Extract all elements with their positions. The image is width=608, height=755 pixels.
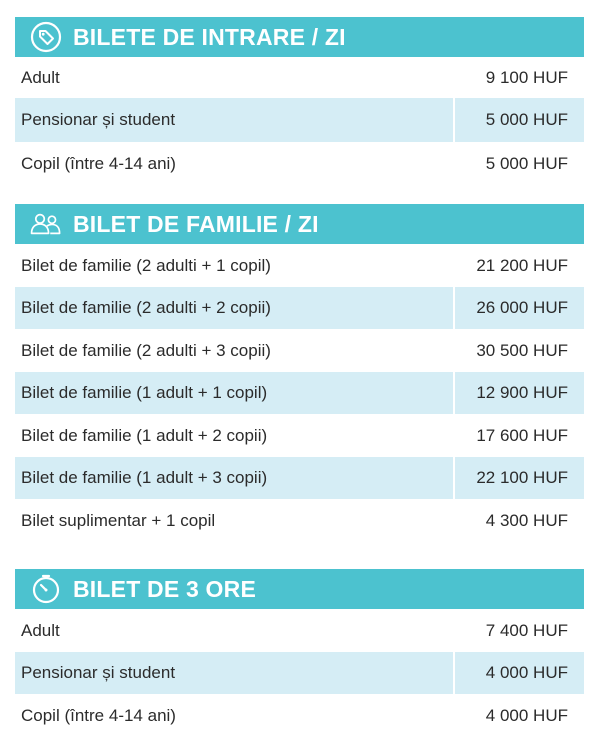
ticket-label: Pensionar și student xyxy=(21,663,176,682)
table-row xyxy=(15,372,584,414)
ticket-label: Copil (între 4-14 ani) xyxy=(21,153,176,173)
ticket-price: 26 000 HUF xyxy=(453,287,584,329)
table-row xyxy=(15,609,584,652)
table-row xyxy=(15,57,584,98)
ticket-price: 21 200 HUF xyxy=(476,255,568,275)
section-family-tickets xyxy=(15,204,584,542)
ticket-label: Bilet de familie (2 adulti + 1 copil) xyxy=(21,255,271,275)
section-title: BILET DE FAMILIE / ZI xyxy=(73,210,319,237)
ticket-label: Bilet de familie (1 adult + 1 copil) xyxy=(21,383,268,402)
table-row xyxy=(15,694,584,738)
ticket-price: 4 300 HUF xyxy=(485,510,568,530)
ticket-price: 22 100 HUF xyxy=(453,457,584,499)
ticket-label: Bilet de familie (2 adulti + 3 copii) xyxy=(21,340,271,360)
section-header xyxy=(15,204,584,244)
ticket-label: Adult xyxy=(21,620,60,640)
table-row xyxy=(15,287,584,329)
table-row xyxy=(15,142,584,185)
table-row xyxy=(15,244,584,287)
section-header xyxy=(15,17,584,57)
ticket-price: 5 000 HUF xyxy=(453,98,584,142)
section-title: BILETE DE INTRARE / ZI xyxy=(73,23,346,50)
ticket-label: Bilet de familie (2 adulti + 2 copii) xyxy=(21,298,271,317)
ticket-label: Bilet de familie (1 adult + 3 copii) xyxy=(21,468,268,487)
section-title: BILET DE 3 ORE xyxy=(73,575,256,602)
ticket-label: Copil (între 4-14 ani) xyxy=(21,706,176,725)
table-row xyxy=(15,98,584,142)
ticket-price: 4 000 HUF xyxy=(485,706,568,725)
ticket-label: Adult xyxy=(21,67,60,87)
ticket-price: 5 000 HUF xyxy=(485,153,568,173)
stopwatch-icon xyxy=(29,572,63,606)
table-row xyxy=(15,457,584,499)
ticket-label: Bilet suplimentar + 1 copil xyxy=(21,510,216,530)
table-row xyxy=(15,329,584,372)
ticket-price: 17 600 HUF xyxy=(476,425,568,445)
ticket-label: Bilet de familie (1 adult + 2 copii) xyxy=(21,425,268,445)
section-daily-tickets xyxy=(15,17,584,185)
family-icon xyxy=(29,207,63,241)
table-row xyxy=(15,652,584,694)
ticket-price: 30 500 HUF xyxy=(476,340,568,360)
price-tag-icon xyxy=(29,20,63,54)
section-header xyxy=(15,569,584,609)
ticket-label: Pensionar și student xyxy=(21,110,176,129)
ticket-price: 9 100 HUF xyxy=(485,67,568,87)
table-row xyxy=(15,499,584,542)
ticket-price: 12 900 HUF xyxy=(453,372,584,414)
ticket-price: 4 000 HUF xyxy=(453,652,584,694)
section-3-hour-tickets xyxy=(15,569,584,738)
ticket-price: 7 400 HUF xyxy=(485,620,568,640)
table-row xyxy=(15,414,584,457)
